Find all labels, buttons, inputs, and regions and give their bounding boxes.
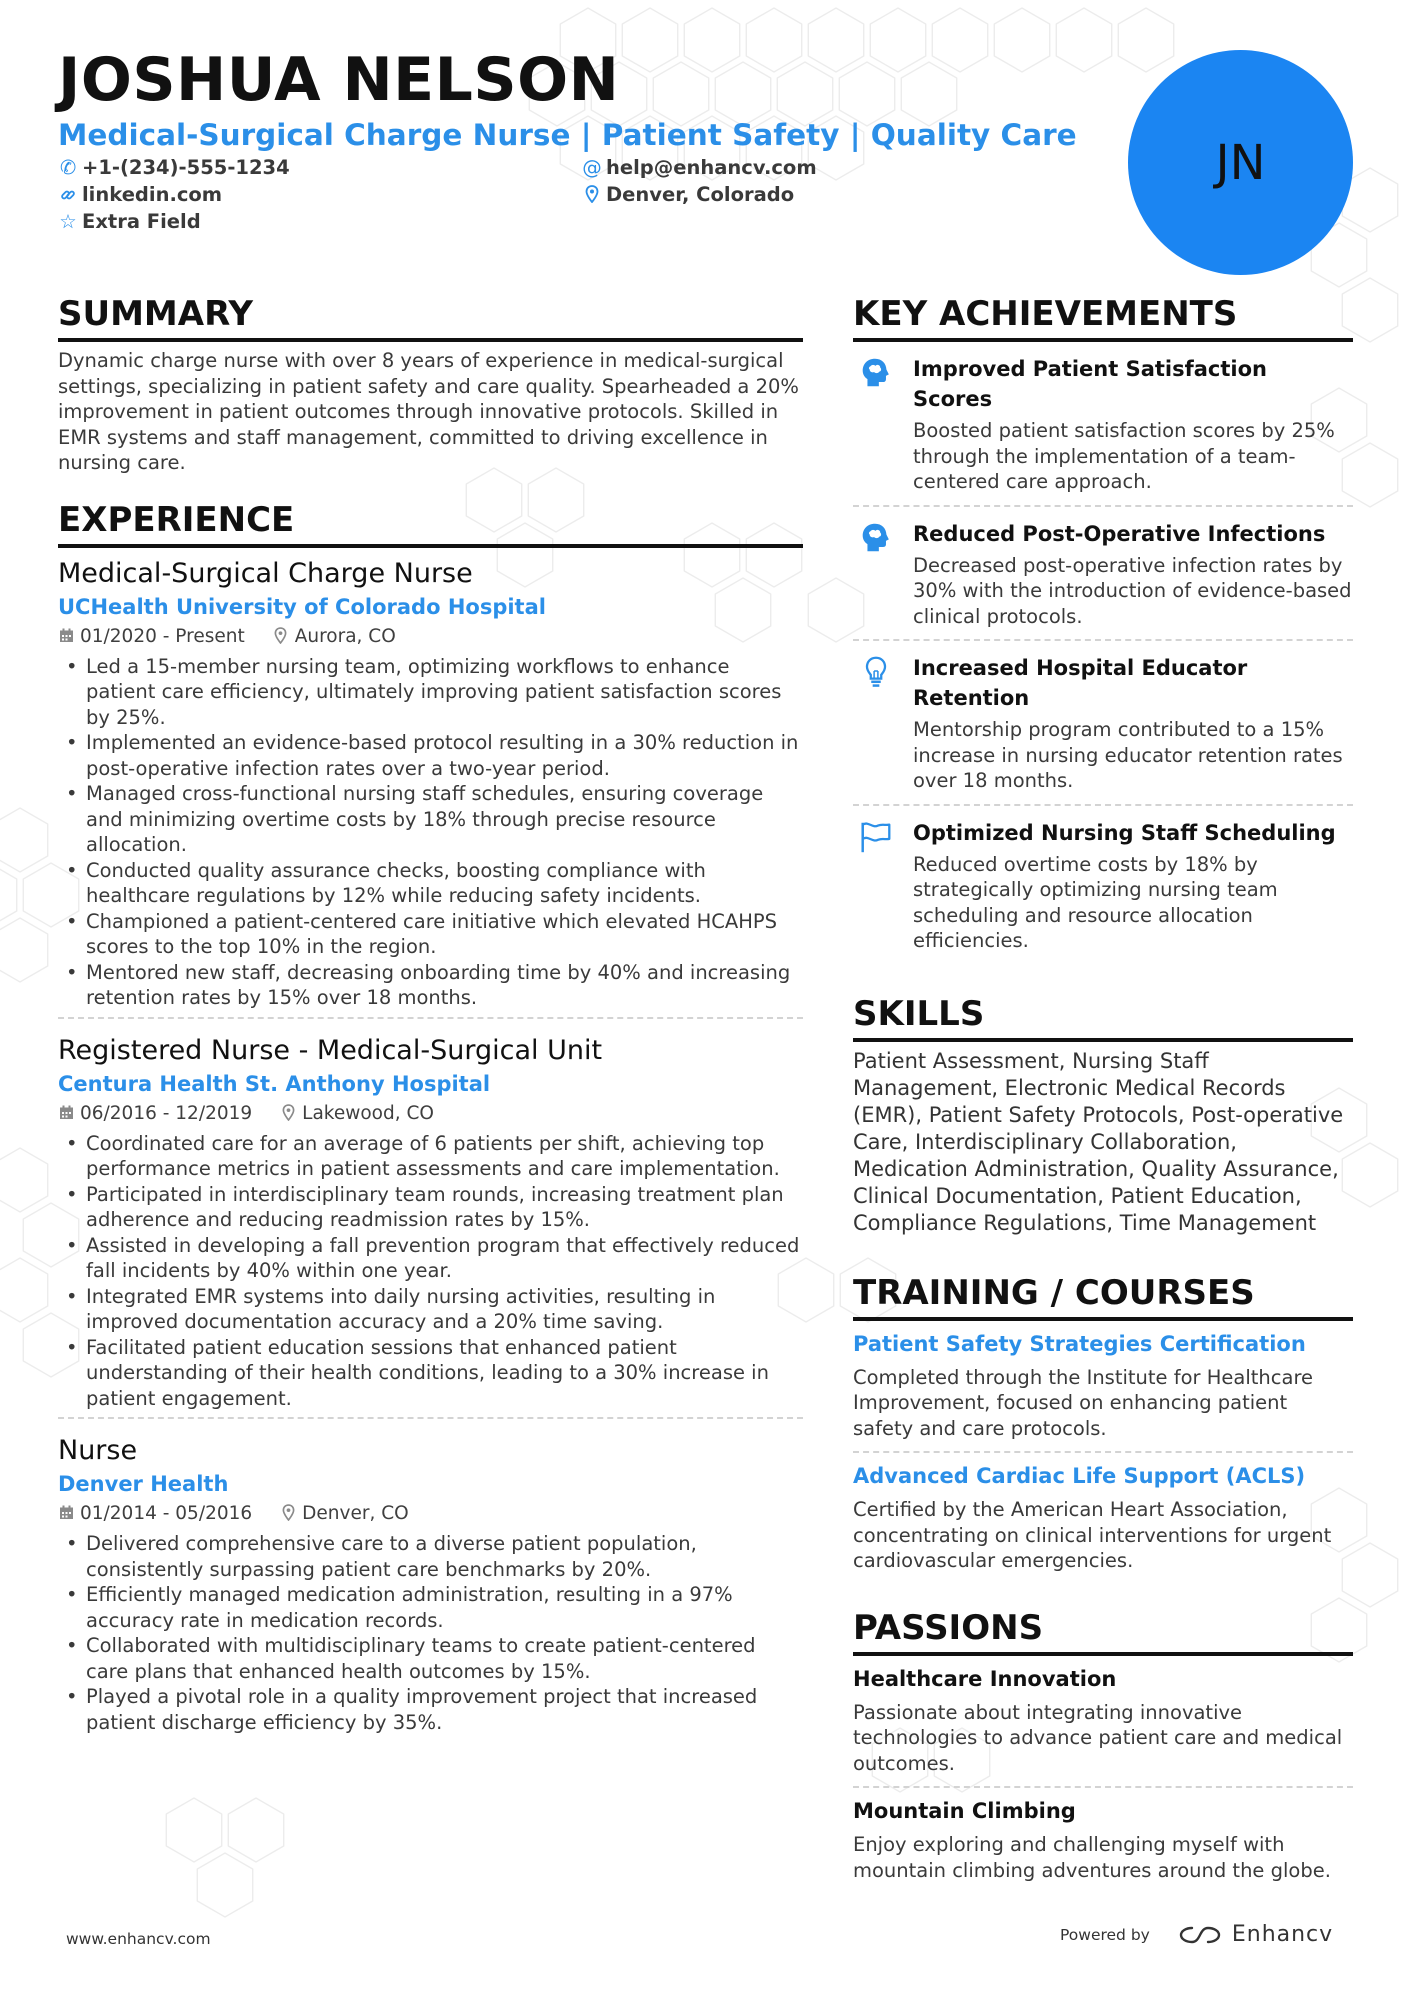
passion-desc: Passionate about integrating innovative technologies to advance patient care and medical outcomes. xyxy=(853,1700,1343,1775)
bullet-item: • Facilitated patient education sessions that enhanced patient understanding of their health conditions, leading to a 30% increase in patient engagement. xyxy=(58,1335,803,1412)
job-location: Denver, CO xyxy=(302,1503,409,1524)
email-text: help@enhancv.com xyxy=(606,156,817,179)
job-dates: 06/2016 - 12/2019 xyxy=(80,1102,253,1124)
calendar-icon xyxy=(58,1501,74,1527)
job-role: Medical-Surgical Charge Nurse xyxy=(58,557,473,589)
achievement-item xyxy=(853,804,1353,964)
experience-heading: EXPERIENCE xyxy=(58,498,803,548)
contact-linkedin[interactable] xyxy=(58,182,222,208)
achievement-desc: Boosted patient satisfaction scores by 25% through the implementation of a team-centered care approach. xyxy=(913,419,1335,493)
job-meta xyxy=(58,1501,803,1527)
phone-icon: ✆ xyxy=(59,156,77,179)
achievements-heading: KEY ACHIEVEMENTS xyxy=(853,292,1353,342)
bullet-item: • Championed a patient-centered care initiative which elevated HCAHPS scores to the top 10% in the region. xyxy=(58,909,803,960)
achievements-section xyxy=(853,292,1353,964)
summary-heading: SUMMARY xyxy=(58,292,803,342)
job-meta xyxy=(58,624,803,650)
achievement-item xyxy=(853,342,1353,505)
job-entry xyxy=(58,1417,803,1741)
star-icon: ☆ xyxy=(59,210,77,233)
flag-icon xyxy=(857,818,895,856)
passion-title: Healthcare Innovation xyxy=(853,1666,1117,1691)
training-section xyxy=(853,1271,1353,1584)
course-title[interactable]: Patient Safety Strategies Certification xyxy=(853,1331,1306,1356)
brand-name: Enhancv xyxy=(1231,1922,1334,1947)
bullet-item: • Managed cross-functional nursing staff schedules, ensuring coverage and minimizing overtime costs by 18% through precise resource allocation. xyxy=(58,781,803,858)
avatar-initials: JN xyxy=(1215,134,1266,191)
course-item xyxy=(853,1451,1353,1584)
achievement-desc: Reduced overtime costs by 18% by strategically optimizing nursing team scheduling and resource allocation efficiencies. xyxy=(913,852,1278,952)
passions-heading: PASSIONS xyxy=(853,1606,1353,1656)
job-company[interactable]: UCHealth University of Colorado Hospital xyxy=(58,594,546,619)
job-location: Lakewood, CO xyxy=(302,1102,434,1124)
bullet-item: • Collaborated with multidisciplinary teams to create patient-centered care plans that enhanced health outcomes by 15%. xyxy=(58,1633,803,1684)
job-entry xyxy=(58,556,803,1017)
right-column xyxy=(853,292,1353,1893)
job-location: Aurora, CO xyxy=(294,625,396,647)
job-company[interactable]: Centura Health St. Anthony Hospital xyxy=(58,1071,491,1096)
passion-item xyxy=(853,1786,1353,1893)
job-bullets xyxy=(58,1531,803,1735)
course-item xyxy=(853,1321,1353,1452)
job-bullets xyxy=(58,1131,803,1412)
job-company[interactable]: Denver Health xyxy=(58,1472,229,1496)
location-pin-icon xyxy=(280,1501,296,1527)
calendar-icon xyxy=(58,624,74,650)
avatar xyxy=(1128,50,1353,275)
achievement-title: Increased Hospital Educator Retention xyxy=(913,656,1248,710)
job-role: Nurse xyxy=(58,1435,138,1466)
job-role: Registered Nurse - Medical-Surgical Unit xyxy=(58,1034,603,1066)
skills-section xyxy=(853,992,1353,1237)
passion-desc: Enjoy exploring and challenging myself with mountain climbing adventures around the globe. xyxy=(853,1833,1331,1882)
location-text: Denver, Colorado xyxy=(606,183,795,206)
job-entry xyxy=(58,1017,803,1418)
contact-location xyxy=(582,182,794,208)
job-bullets xyxy=(58,654,803,1011)
achievement-item xyxy=(853,639,1353,804)
footer-branding[interactable] xyxy=(1060,1922,1333,1947)
extra-text: Extra Field xyxy=(82,210,201,233)
bullet-item: • Played a pivotal role in a quality improvement project that increased patient discharge efficiency by 35%. xyxy=(58,1684,803,1735)
head-icon xyxy=(857,519,895,557)
candidate-name: JOSHUA NELSON xyxy=(58,45,620,115)
phone-text: +1-(234)-555-1234 xyxy=(82,156,290,179)
link-icon xyxy=(58,182,78,208)
achievement-title: Optimized Nursing Staff Scheduling xyxy=(913,820,1336,845)
achievement-desc: Mentorship program contributed to a 15% increase in nursing educator retention rates over 18 months. xyxy=(913,718,1343,792)
bullet-item: • Assisted in developing a fall prevention program that effectively reduced fall incidents by 40% within one year. xyxy=(58,1233,803,1284)
summary-text: Dynamic charge nurse with over 8 years of experience in medical-surgical settings, specializing in patient safety and care quality. Spearheaded a 20% improvement in patient outcomes through innovative protocols. Skilled in EMR systems and staff management, committed to driving excellence in nursing care. xyxy=(58,349,799,474)
contact-phone[interactable] xyxy=(58,155,290,181)
passion-title: Mountain Climbing xyxy=(853,1799,1076,1823)
bullet-item: • Conducted quality assurance checks, boosting compliance with healthcare regulations by 12% while reducing safety incidents. xyxy=(58,858,803,909)
achievement-item xyxy=(853,505,1353,640)
bullet-item: • Delivered comprehensive care to a diverse patient population, consistently surpassing patient care benchmarks by 20%. xyxy=(58,1531,803,1582)
footer-website[interactable]: www.enhancv.com xyxy=(66,1930,211,1948)
enhancv-logo-icon xyxy=(1178,1924,1222,1946)
job-meta xyxy=(58,1101,803,1127)
bullet-item: • Integrated EMR systems into daily nursing activities, resulting in improved documentation accuracy and a 20% time saving. xyxy=(58,1284,803,1335)
skills-text: Patient Assessment, Nursing Staff Management, Electronic Medical Records (EMR), Patient Safety Protocols, Post-operative Care, Interdisciplinary Collaboration, Medication Administration, Quality Assurance, Clinical Documentation, Patient Education, Compliance Regulations, Time Management xyxy=(853,1048,1344,1235)
lightbulb-icon xyxy=(857,653,895,691)
candidate-title: Medical-Surgical Charge Nurse | Patient Safety | Quality Care xyxy=(58,118,1077,152)
achievement-title: Reduced Post-Operative Infections xyxy=(913,521,1326,546)
training-heading: TRAINING / COURSES xyxy=(853,1271,1353,1321)
course-desc: Completed through the Institute for Healthcare Improvement, focused on enhancing patient safety and care protocols. xyxy=(853,1365,1314,1440)
head-icon xyxy=(857,354,895,392)
location-pin-icon xyxy=(273,624,289,650)
bullet-item: • Led a 15-member nursing team, optimizing workflows to enhance patient care efficiency, ultimately improving patient satisfaction scores by 25%. xyxy=(58,654,803,731)
passions-section xyxy=(853,1606,1353,1894)
achievement-desc: Decreased post-operative infection rates by 30% with the introduction of evidence-based clinical protocols. xyxy=(913,553,1352,628)
bullet-item: • Efficiently managed medication administration, resulting in a 97% accuracy rate in medication records. xyxy=(58,1582,803,1633)
location-pin-icon xyxy=(280,1101,296,1127)
bullet-item: • Mentored new staff, decreasing onboarding time by 40% and increasing retention rates by 15% over 18 months. xyxy=(58,960,803,1011)
location-pin-icon xyxy=(582,182,602,208)
bullet-item: • Coordinated care for an average of 6 patients per shift, achieving top performance metrics in patient assessments and care implementation. xyxy=(58,1131,803,1182)
calendar-icon xyxy=(58,1101,74,1127)
job-dates: 01/2020 - Present xyxy=(80,625,245,647)
powered-by-text: Powered by xyxy=(1060,1925,1150,1944)
contact-email[interactable] xyxy=(582,155,817,181)
job-dates: 01/2014 - 05/2016 xyxy=(80,1503,253,1524)
skills-heading: SKILLS xyxy=(853,992,1353,1042)
bullet-item: • Participated in interdisciplinary team rounds, increasing treatment plan adherence and reducing readmission rates by 15%. xyxy=(58,1182,803,1233)
bullet-item: • Implemented an evidence-based protocol resulting in a 30% reduction in post-operative infection rates over a two-year period. xyxy=(58,730,803,781)
contact-extra xyxy=(58,209,201,235)
course-title[interactable]: Advanced Cardiac Life Support (ACLS) xyxy=(853,1464,1306,1488)
linkedin-text: linkedin.com xyxy=(82,183,223,206)
at-icon: @ xyxy=(582,156,602,179)
left-column xyxy=(58,292,803,1741)
achievement-title: Improved Patient Satisfaction Scores xyxy=(913,357,1267,411)
experience-section xyxy=(58,498,803,1742)
summary-section xyxy=(58,292,803,476)
course-desc: Certified by the American Heart Association, concentrating on clinical interventions for urgent cardiovascular emergencies. xyxy=(853,1498,1332,1572)
passion-item xyxy=(853,1656,1353,1787)
